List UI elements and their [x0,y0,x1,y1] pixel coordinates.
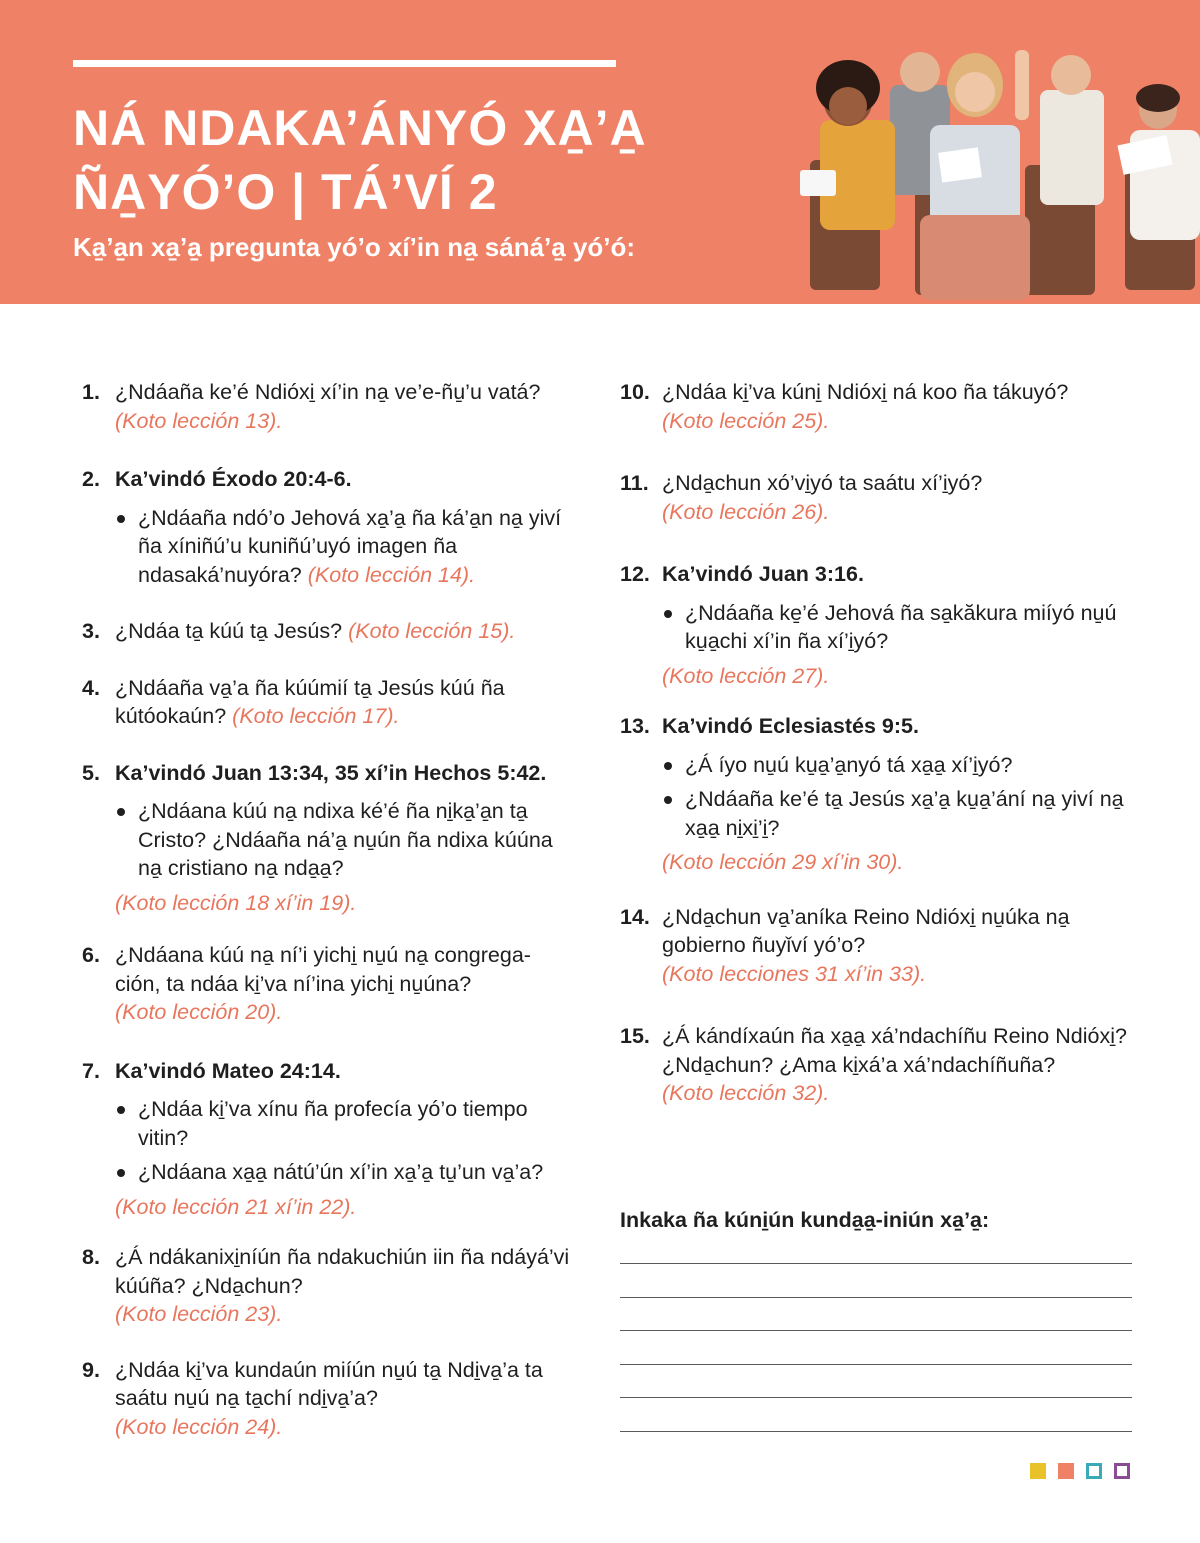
question-1 [80,378,570,435]
question-number: 14. [620,904,650,929]
sub-question-text: ¿Ndáaña ndó’o Jehová xa̱’a̱ ña ká’a̱n na̱ yiví ña xíniñú’u kuniñú’uyó imagen ña ndasaká’nuyóra? [138,505,562,587]
question-number: 12. [620,562,650,586]
sub-question [662,599,1138,656]
question-10 [618,378,1138,435]
question-3 [80,617,570,646]
sub-question-text: ¿Á íyo nu̱ú ku̱a̱’a̱nyó tá xa̱a̱ xí’i̱yó? [685,752,1013,777]
people-illustration [760,30,1200,304]
question-text: ¿Nda̱chun va̱’aníka Reino Ndióxi̱ nu̱úka na̱ gobierno ñuyǐví yó’o? [662,904,1070,957]
lesson-reference: (Koto lecciones 31 xí’in 33). [662,961,927,986]
scripture-reading: Ka’vindó Juan 3:16. [662,562,864,586]
questions-left-column [80,378,570,1441]
question-text: ¿Á kándíxaún ña xa̱a̱ xá’ndachíñu Reino Ndióxi̱? ¿Nda̱chun? ¿Ama ki̱xá’a xá’ndachíñuña? [662,1024,1127,1077]
sub-question-text: ¿Ndáaña ke’é ta̱ Jesús xa̱’a̱ ku̱a̱’ání na̱ yiví na̱ xa̱a̱ ni̱xi̱’i̱? [685,787,1124,840]
lesson-reference: (Koto lección 18 xí’in 19). [115,890,357,915]
question-2 [80,465,570,589]
lesson-reference: (Koto lección 14). [307,562,476,587]
sub-question [662,751,1138,780]
question-text: ¿Ndáaña va̱’a ña kúúmií ta̱ Jesús kúú ña kútóokaún? [115,675,505,728]
question-number: 8. [82,1245,100,1269]
question-number: 1. [82,380,100,404]
question-14 [618,903,1138,989]
scripture-reading: Ka’vindó Éxodo 20:4-6. [115,467,352,491]
sub-question-text: ¿Ndáaña ke̱’é Jehová ña sa̱kăkura miíyó nu̱ú ku̱a̱chi xí’in ña xí’i̱yó? [685,600,1117,653]
sub-question [662,785,1138,842]
question-number: 5. [82,760,100,785]
question-7 [80,1057,570,1222]
question-number: 10. [620,380,650,404]
coral-square-icon [1058,1463,1074,1479]
title-line-1: NÁ NDAKA’ÁNYÓ XA̱’A̱ [73,100,647,156]
question-number: 3. [82,619,100,643]
notes-line[interactable] [620,1330,1132,1331]
question-number: 11. [620,471,649,495]
sub-question-text: ¿Ndáana kúú na̱ ndixa ké’é ña ni̱ka̱’a̱n ta̱ Cristo? ¿Ndáaña ná’a̱ nu̱ún ña ndixa kúúna na̱ cristiano na̱ nda̱a̱? [138,799,553,880]
question-number: 4. [82,675,100,700]
question-number: 7. [82,1058,100,1083]
question-11 [618,469,1138,526]
lesson-reference: (Koto lección 27). [662,663,830,688]
notes-line[interactable] [620,1431,1132,1432]
question-9 [80,1356,570,1442]
lesson-reference: (Koto lección 32). [662,1081,830,1105]
sub-question [115,797,570,883]
notes-line[interactable] [620,1263,1132,1264]
lesson-reference: (Koto lección 17). [232,704,400,728]
notes-line[interactable] [620,1397,1132,1398]
lesson-reference: (Koto lección 15). [348,619,516,643]
question-12 [618,560,1138,690]
lesson-reference: (Koto lección 13). [115,408,283,433]
question-text: ¿Ndáaña ke’é Ndióxi̱ xí’in na̱ ve’e-ñu̱’u vatá? [115,380,541,404]
lesson-reference: (Koto lección 26). [662,499,830,524]
sub-question [115,504,570,590]
question-number: 6. [82,943,100,967]
lesson-reference: (Koto lección 25). [662,408,830,433]
question-text: ¿Nda̱chun xó’vi̱yó ta saátu xí’i̱yó? [662,471,983,495]
question-6 [80,941,570,1027]
question-number: 15. [620,1024,650,1048]
page-title [73,96,713,224]
title-line-2: ÑA̱YÓ’O | TÁ’VÍ 2 [73,164,498,220]
header-rule [73,60,616,67]
question-text: ¿Ndáa ki̱’va kúni̱ Ndióxi̱ ná koo ña tákuyó? [662,380,1069,404]
teal-square-outline-icon [1086,1463,1102,1479]
scripture-reading: Ka’vindó Mateo 24:14. [115,1058,341,1083]
questions-right-column [618,378,1138,1108]
sub-question [115,1158,570,1187]
notes-line[interactable] [620,1364,1132,1365]
question-15 [618,1022,1138,1108]
purple-square-outline-icon [1114,1463,1130,1479]
lesson-reference: (Koto lección 23). [115,1302,283,1326]
lesson-reference: (Koto lección 29 xí’in 30). [662,850,904,874]
question-5 [80,759,570,918]
question-4 [80,674,570,731]
lesson-reference: (Koto lección 24). [115,1414,283,1439]
yellow-square-icon [1030,1463,1046,1479]
scripture-reading: Ka’vindó Eclesiastés 9:5. [662,714,919,738]
sub-question [115,1095,570,1152]
sub-question-text: ¿Ndáa ki̱’va xínu ña profecía yó’o tiempo vitin? [138,1097,528,1150]
question-text: ¿Á ndákanixi̱níún ña ndakuchiún iin ña ndáyá’vi kúúña? ¿Nda̱chun? [115,1245,570,1298]
sub-question-text: ¿Ndáana xa̱a̱ nátú’ún xí’in xa̱’a̱ tu̱’un va̱’a? [138,1160,544,1184]
question-number: 9. [82,1357,100,1382]
lesson-reference: (Koto lección 21 xí’in 22). [115,1194,357,1219]
question-number: 2. [82,467,100,491]
question-8 [80,1243,570,1329]
question-number: 13. [620,714,650,738]
header-banner [0,0,1200,304]
notes-label: Inkaka ña kúni̱ún kunda̱a̱-iniún xa̱’a̱: [620,1208,990,1232]
notes-line[interactable] [620,1297,1132,1298]
scripture-reading: Ka’vindó Juan 13:34, 35 xí’in Hechos 5:42. [115,760,547,785]
question-text: ¿Ndáana kúú na̱ ní’i yichi̱ nu̱ú na̱ congrega-ción, ta ndáa ki̱’va ní’ina yichi̱ nu̱úna? [115,943,531,996]
question-13 [618,712,1138,877]
lesson-reference: (Koto lección 20). [115,1000,283,1024]
page-subtitle: Ka̱’a̱n xa̱’a̱ pregunta yó’o xí’in na̱ sáná’a̱ yó’ó: [73,232,636,262]
question-text: ¿Ndáa ta̱ kúú ta̱ Jesús? [115,619,343,643]
question-text: ¿Ndáa ki̱’va kundaún miíún nu̱ú ta̱ Ndi̱va̱’a ta saátu nu̱ú na̱ ta̱chí ndi̱va̱’a? [115,1357,543,1410]
